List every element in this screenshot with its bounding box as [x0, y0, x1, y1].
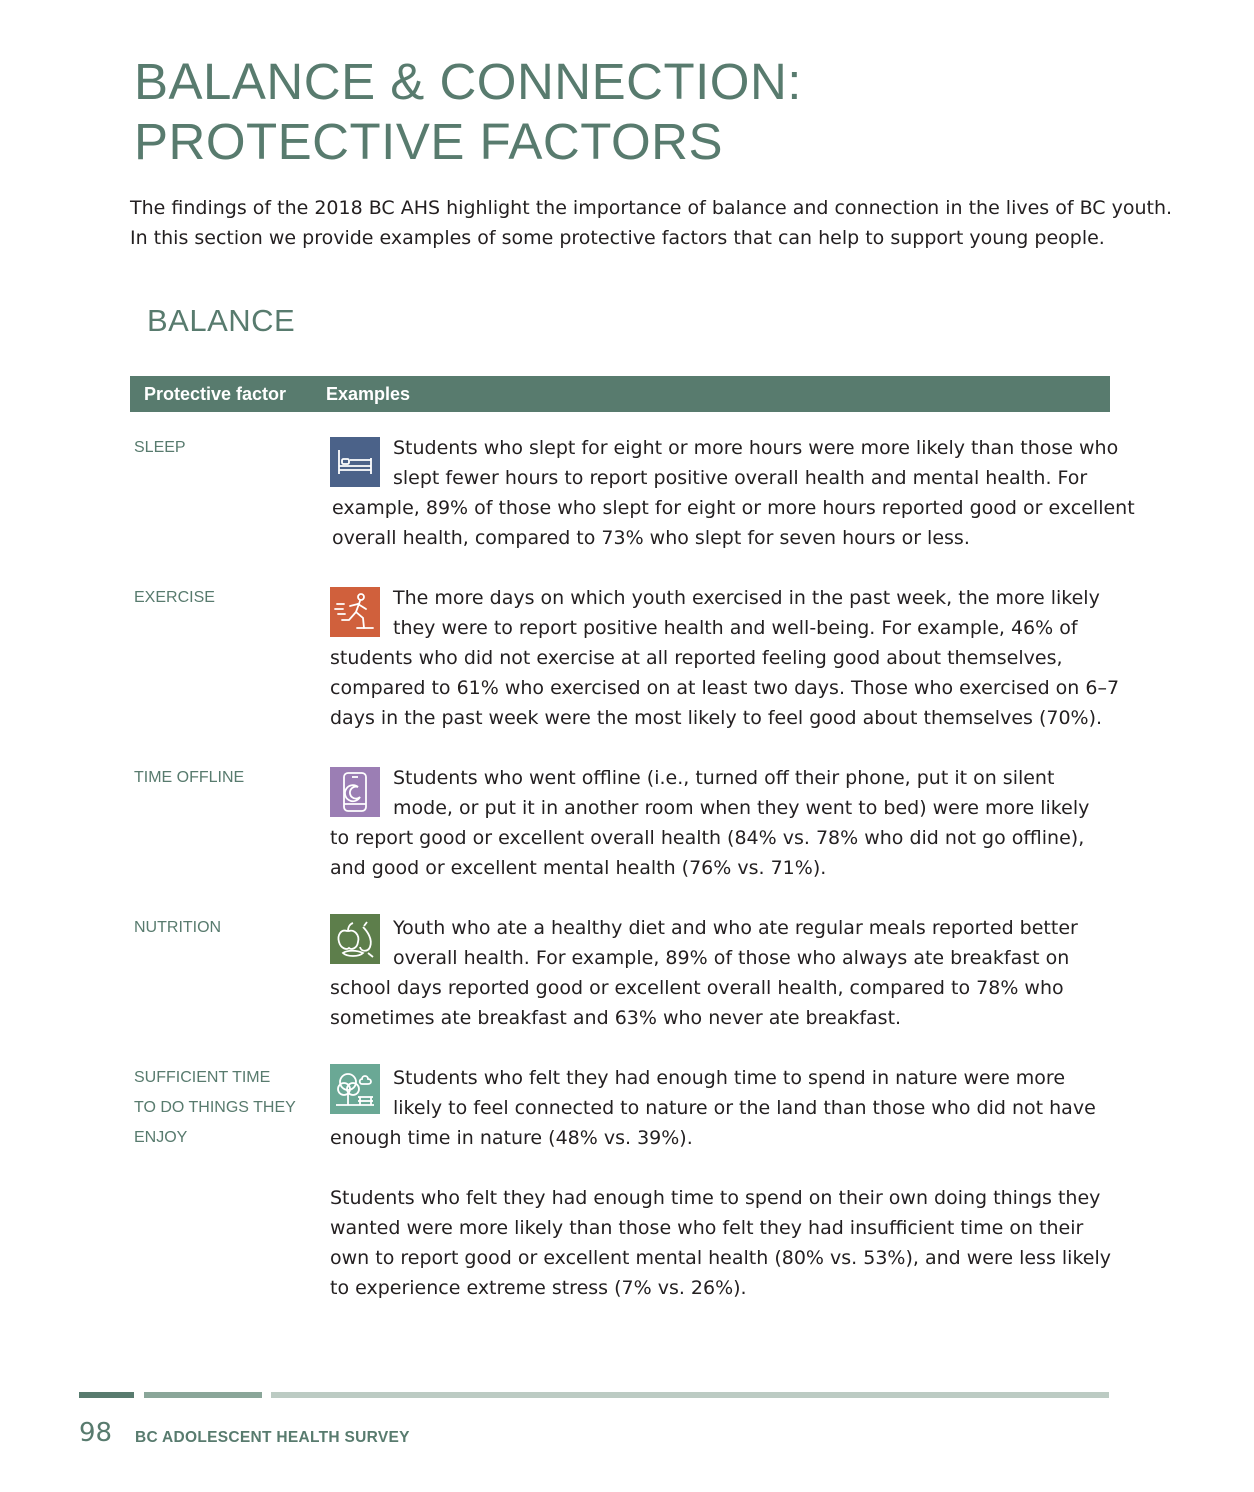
footer-publication-title: BC ADOLESCENT HEALTH SURVEY	[135, 1429, 410, 1446]
factor-label-sleep: SLEEP	[134, 439, 186, 456]
footer-rule-dark	[79, 1392, 134, 1398]
footer-rule-mid	[144, 1392, 262, 1398]
example-text-sufficient-time: Students who felt they had enough time to spend in nature were more likely to feel connected to nature or the land than those who did not have enough time in nature (48% vs. 39%). Students who felt they had enough time to spend on their own doing things they wanted were more likely than those who felt they had insufficient time on their own to report good or excellent mental health (80% vs. 53%), and were less likely to experience extreme stress (7% vs. 26%).	[330, 1067, 1111, 1299]
page-title-line-1: BALANCE & CONNECTION:	[134, 53, 802, 111]
factor-label-exercise: EXERCISE	[134, 589, 215, 606]
intro-paragraph	[130, 193, 1173, 253]
example-text-time-offline: Students who went offline (i.e., turned off their phone, put it on silent mode, or put it in another room when they went to bed) were more likely to report good or excellent overall health (84% vs. 78% who did not go offline), and good or excellent mental health (76% vs. 71%).	[330, 767, 1090, 879]
example-text-nutrition: Youth who ate a healthy diet and who ate regular meals reported better overall health. For example, 89% of those who always ate breakfast on school days reported good or excellent overall health, compared to 78% who sometimes ate breakfast and 63% who never ate breakfast.	[330, 917, 1078, 1029]
intro-line-2: In this section we provide examples of some protective factors that can help to support young people.	[130, 227, 1105, 249]
factor-label-time-offline: TIME OFFLINE	[134, 769, 245, 786]
header-examples: Examples	[326, 384, 411, 404]
example-text-sleep: Students who slept for eight or more hours were more likely than those who slept fewer hours to report positive overall health and mental health. For example, 89% of those who slept for eight or more hours reported good or excellent overall health, compared to 73% who slept for seven hours or less.	[332, 437, 1135, 549]
table-header	[130, 376, 1110, 412]
footer-rule-light	[271, 1392, 1109, 1398]
factor-label-nutrition: NUTRITION	[134, 919, 222, 936]
intro-line-1: The findings of the 2018 BC AHS highlight the importance of balance and connection in the lives of BC youth.	[130, 197, 1173, 219]
page-number: 98	[79, 1418, 113, 1448]
header-protective-factor: Protective factor	[144, 384, 287, 404]
example-text-exercise: The more days on which youth exercised in the past week, the more likely they were to report positive health and well-being. For example, 46% of students who did not exercise at all reported feeling good about themselves, compared to 61% who exercised on at least two days. Those who exercised on 6–7 days in the past week were the most likely to feel good about themselves (70%).	[330, 587, 1120, 729]
factor-label-sufficient-time: SUFFICIENT TIME TO DO THINGS THEY ENJOY	[134, 1069, 296, 1146]
page-title	[134, 52, 1034, 172]
page-title-line-2: PROTECTIVE FACTORS	[134, 113, 723, 171]
section-heading-balance: BALANCE	[147, 303, 296, 338]
